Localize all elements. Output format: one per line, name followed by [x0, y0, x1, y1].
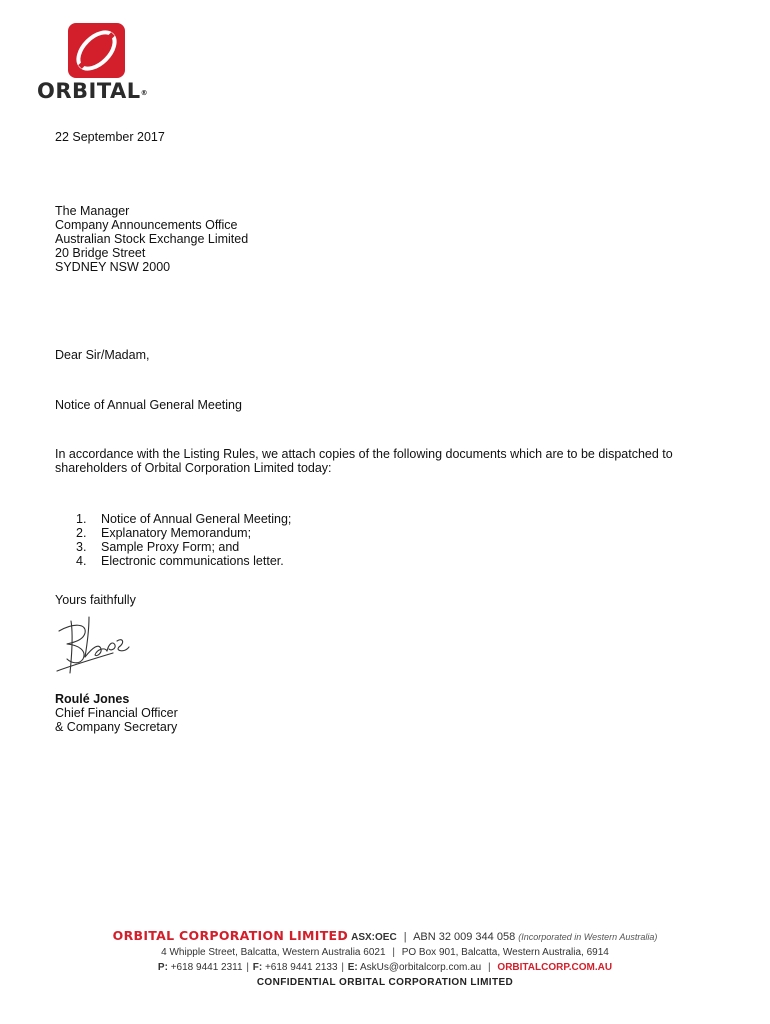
body-paragraph — [55, 447, 673, 475]
footer-email-link[interactable]: AskUs@orbitalcorp.com.au — [359, 962, 482, 973]
signer-block — [55, 692, 178, 734]
list-number: 2. — [76, 526, 87, 540]
orbital-logo-icon — [68, 23, 125, 78]
signer-title: Chief Financial Officer — [55, 706, 178, 720]
orbital-wordmark: ORBITAL® — [37, 79, 149, 103]
address-line: 20 Bridge Street — [55, 246, 146, 260]
address-line: SYDNEY NSW 2000 — [55, 260, 171, 274]
list-number: 1. — [76, 512, 87, 526]
footer-po-box: PO Box 901, Balcatta, Western Australia, 6914 — [401, 947, 609, 958]
footer-line-contact: P: +618 9441 2311 | F: +618 9441 2133 | E: AskUs@orbitalcorp.com.au | ORBITALCORP.COM.AU — [157, 962, 613, 973]
footer-asx-code: ASX:OEC — [351, 932, 397, 943]
list-text: Electronic communications letter. — [101, 554, 284, 568]
salutation: Dear Sir/Madam, — [55, 348, 150, 362]
signer-name: Roulé Jones — [55, 692, 130, 706]
footer-line-company: ORBITAL CORPORATION LIMITED ASX:OEC | ABN 32 009 344 058 (Incorporated in Western Australia) — [112, 928, 658, 943]
footer-fax: +618 9441 2133 — [264, 962, 338, 973]
list-text: Sample Proxy Form; and — [101, 540, 240, 554]
footer-street-address: 4 Whipple Street, Balcatta, Western Australia 6021 — [161, 947, 386, 958]
footer-phone: +618 9441 2311 — [170, 962, 243, 973]
address-line: Australian Stock Exchange Limited — [55, 232, 249, 246]
handwritten-signature — [53, 613, 138, 678]
subject-line: Notice of Annual General Meeting — [55, 398, 242, 412]
footer-company-name: ORBITAL CORPORATION LIMITED — [112, 928, 349, 943]
recipient-address — [55, 204, 248, 274]
signer-title: & Company Secretary — [55, 720, 178, 734]
body-line: shareholders of Orbital Corporation Limited today: — [55, 461, 332, 475]
footer-incorporated: (Incorporated in Western Australia) — [518, 932, 658, 942]
body-line: In accordance with the Listing Rules, we attach copies of the following documents which are to be dispatched to — [55, 447, 673, 461]
list-number: 3. — [76, 540, 87, 554]
footer-confidential: CONFIDENTIAL ORBITAL CORPORATION LIMITED — [256, 977, 514, 988]
address-line: Company Announcements Office — [55, 218, 238, 232]
list-number: 4. — [76, 554, 87, 568]
address-line: The Manager — [55, 204, 130, 218]
letter-date: 22 September 2017 — [55, 130, 165, 144]
list-text: Explanatory Memorandum; — [101, 526, 252, 540]
footer-website-link[interactable]: ORBITALCORP.COM.AU — [497, 962, 613, 973]
list-text: Notice of Annual General Meeting; — [101, 512, 292, 526]
closing: Yours faithfully — [55, 593, 136, 607]
footer-abn: ABN 32 009 344 058 — [413, 931, 516, 943]
footer-line-address: 4 Whipple Street, Balcatta, Western Australia 6021 | PO Box 901, Balcatta, Western Australia, 6914 — [161, 947, 609, 958]
